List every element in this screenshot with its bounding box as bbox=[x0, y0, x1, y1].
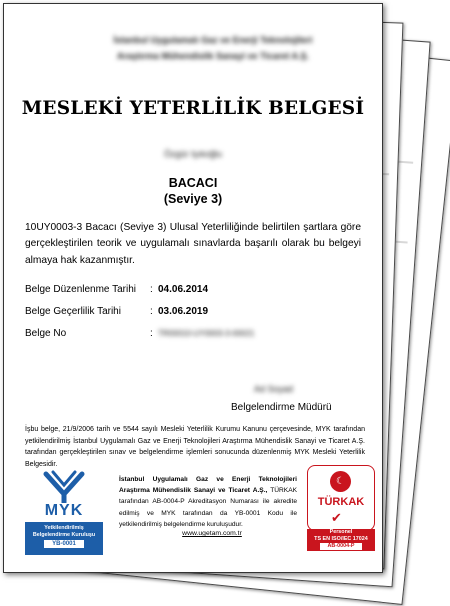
signatory-title: Belgelendirme Müdürü bbox=[231, 402, 332, 413]
checkmark-icon: ✔ bbox=[331, 510, 342, 525]
issue-date-row: Belge Düzenlenme Tarihi : 04.06.2014 bbox=[25, 284, 209, 295]
qualification-level: (Seviye 3) bbox=[163, 192, 223, 206]
myk-band bbox=[25, 522, 103, 555]
accreditation-rest: TÜRKAK tarafından AB-0004-P Akreditasyon Numarası ile akredite edilmiş ve MYK tarafından da YB-0001 Kodu ile yetkilendirilmiş belgelendirme kuruluşudur. bbox=[119, 487, 297, 528]
issue-date-value: 04.06.2014 bbox=[158, 284, 209, 295]
turkak-line-2: TS EN ISO/IEC 17024 bbox=[314, 535, 368, 542]
certificate-page bbox=[3, 3, 383, 573]
turkak-code: AB-0004-P bbox=[320, 543, 362, 550]
myk-letters: MYK bbox=[44, 502, 84, 519]
myk-line-1: Yetkilendirilmiş bbox=[44, 525, 84, 531]
certificate-number-row: Belge No : TR00010-UY0003-3-00021 bbox=[25, 328, 255, 339]
qualification-name: BACACI bbox=[168, 176, 218, 190]
issuer-header bbox=[64, 32, 362, 64]
website-link[interactable]: www.ugetam.com.tr bbox=[182, 530, 242, 537]
myk-logo bbox=[25, 470, 103, 555]
turkak-logo bbox=[307, 465, 375, 555]
crescent-star-icon: ☾ bbox=[330, 471, 351, 492]
qualification-description: 10UY0003-3 Bacacı (Seviye 3) Ulusal Yeterliliğinde belirtilen şartlara göre gerçekleştirilen teorik ve uygulamalı sınavlarda başarılı olarak bu belgeyi almaya hak kazanmıştır. bbox=[25, 222, 361, 266]
signatory-name: Ad Soyad bbox=[254, 384, 294, 394]
accreditation-org: İstanbul Uygulamalı Gaz ve Enerji Teknolojileri Araştırma Mühendislik Sanayi ve Ticaret A.Ş., bbox=[119, 476, 297, 495]
legal-notice: İşbu belge, 21/9/2006 tarih ve 5544 sayılı Mesleki Yeterlilik Kurumu Kanunu çerçevesinde, MYK tarafından yetkilendirilmiş İstanbul Uygulamalı Gaz ve Enerji Teknolojileri Araştırma Mühendislik Sanayi ve Ticaret A.Ş. tarafından gerçekleştirilen sınav ve belgelendirme işlemleri sonucunda düzenlenmiş MYK Mesleki Yeterlilik Belgesidir. bbox=[25, 426, 365, 469]
accreditation-text bbox=[119, 474, 297, 530]
validity-date-label: Belge Geçerlilik Tarihi bbox=[25, 306, 121, 317]
certificate-number-value: TR00010-UY0003-3-00021 bbox=[158, 329, 255, 338]
certificate-title: MESLEKİ YETERLİLİK BELGESİ bbox=[21, 98, 365, 119]
myk-line-2: Belgelendirme Kuruluşu bbox=[32, 532, 96, 538]
turkak-band bbox=[307, 529, 375, 551]
myk-code: YB-0001 bbox=[44, 540, 84, 548]
validity-date-value: 03.06.2019 bbox=[158, 306, 209, 317]
issuer-line-2: Araştırma Mühendislik Sanayi ve Ticaret A.Ş. bbox=[116, 51, 310, 61]
holder-name: Özgür Işıkoğlu bbox=[163, 149, 223, 159]
certificate-number-label: Belge No bbox=[25, 328, 67, 339]
turkak-box bbox=[307, 465, 375, 531]
issuer-line-1: İstanbul Uygulamalı Gaz ve Enerji Teknolojileri bbox=[113, 35, 313, 45]
issue-date-label: Belge Düzenlenme Tarihi bbox=[25, 284, 136, 295]
validity-date-row: Belge Geçerlilik Tarihi : 03.06.2019 bbox=[25, 306, 209, 317]
turkak-word: TÜRKAK bbox=[317, 496, 365, 508]
turkak-line-1: Personel bbox=[329, 529, 353, 535]
